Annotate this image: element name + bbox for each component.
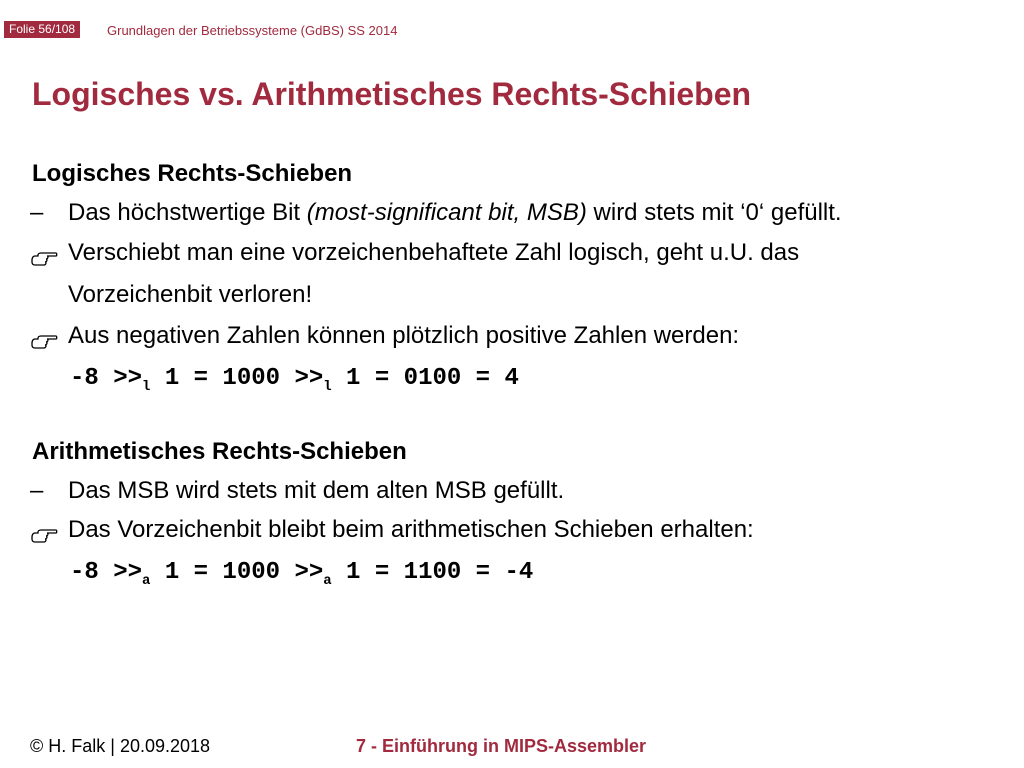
dash-marker: – (30, 477, 44, 504)
logical-sign-loss-line2: Vorzeichenbit verloren! (68, 281, 313, 308)
logical-msb-emphasis: (most-significant bit, MSB) (306, 199, 587, 226)
slide-title: Logisches vs. Arithmetisches Rechts-Schieben (32, 76, 752, 112)
slide-number-badge: Folie 56/108 (4, 21, 80, 38)
code-part: 1 = 1000 >> (150, 365, 324, 392)
logical-msb-text-a: Das höchstwertige Bit (68, 199, 307, 226)
arithmetic-msb-line: Das MSB wird stets mit dem alten MSB gefüllt. (68, 477, 565, 504)
code-part: -8 >> (70, 365, 143, 392)
pointing-hand-icon (30, 247, 58, 267)
logical-shift-example (70, 365, 519, 395)
dash-marker: – (30, 199, 44, 226)
code-subscript: a (323, 573, 332, 589)
code-subscript: l (323, 379, 332, 395)
arithmetic-shift-heading: Arithmetisches Rechts-Schieben (32, 438, 407, 465)
logical-negative-to-positive-line: Aus negativen Zahlen können plötzlich positive Zahlen werden: (68, 322, 740, 349)
course-title: Grundlagen der Betriebssysteme (GdBS) SS 2014 (107, 23, 398, 38)
footer-author-date: © H. Falk | 20.09.2018 (30, 736, 211, 756)
code-part: 1 = 1100 = -4 (331, 559, 534, 586)
code-subscript: a (142, 573, 151, 589)
logical-msb-text-b: wird stets mit ‘0‘ gefüllt. (586, 199, 842, 226)
code-part: 1 = 0100 = 4 (331, 365, 519, 392)
code-part: 1 = 1000 >> (150, 559, 324, 586)
pointing-hand-icon (30, 524, 58, 544)
footer-chapter-title: 7 - Einführung in MIPS-Assembler (356, 736, 647, 756)
code-subscript: l (142, 379, 151, 395)
logical-sign-loss-line1: Verschiebt man eine vorzeichenbehaftete Zahl logisch, geht u.U. das (68, 239, 800, 266)
arithmetic-sign-kept-line: Das Vorzeichenbit bleibt beim arithmetischen Schieben erhalten: (68, 516, 754, 543)
pointing-hand-icon (30, 330, 58, 350)
code-part: -8 >> (70, 559, 143, 586)
arithmetic-shift-example (70, 559, 533, 589)
logical-msb-line (68, 199, 842, 227)
logical-shift-heading: Logisches Rechts-Schieben (32, 160, 353, 187)
